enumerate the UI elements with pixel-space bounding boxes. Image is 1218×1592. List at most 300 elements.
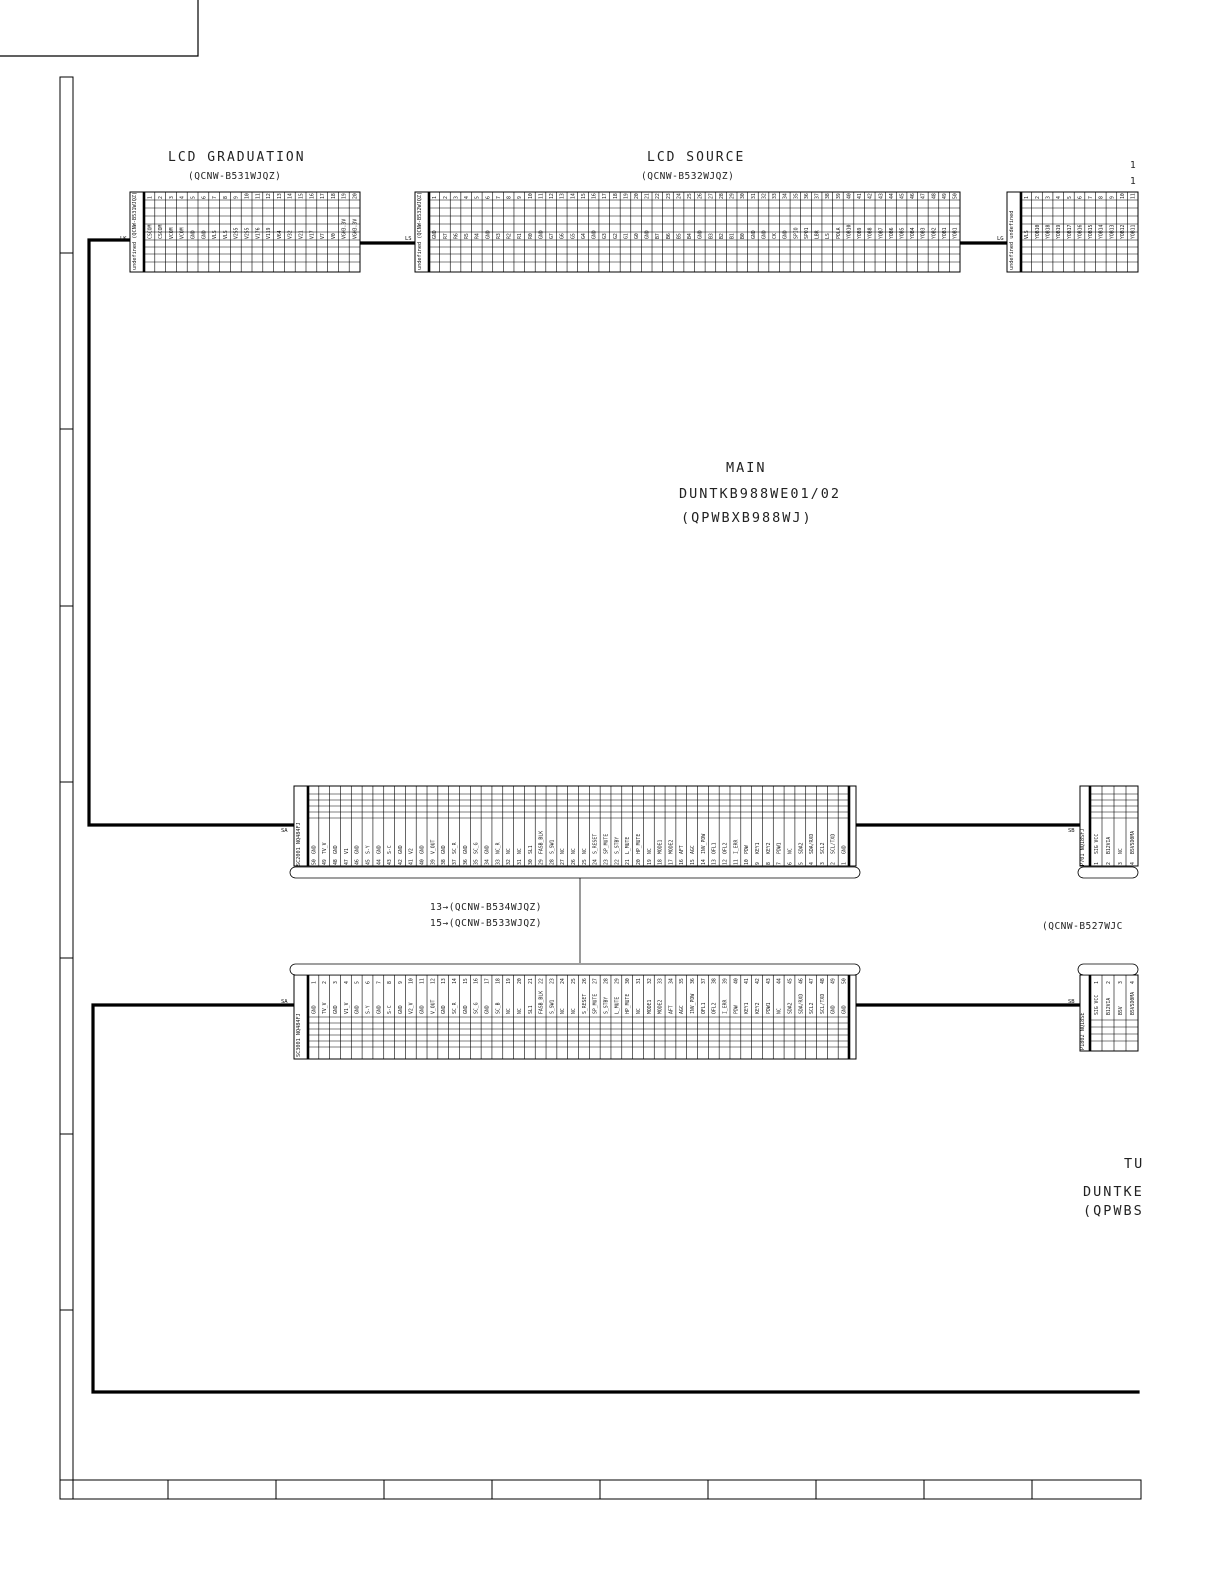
pin-number: 49 — [323, 859, 329, 865]
pin-name: R0 — [528, 233, 534, 239]
pin-name: MODE2 — [658, 999, 664, 1014]
pin-number: 6 — [366, 981, 372, 984]
pin-number: 14 — [288, 193, 294, 199]
pin-name: B2 — [719, 233, 725, 239]
p701-header: P701 NQ18SFJ — [1080, 828, 1087, 866]
pin-number: 47 — [810, 978, 816, 984]
pin-name: HP_MUTE — [626, 993, 632, 1014]
pin-name: TV_V — [323, 842, 329, 854]
pin-number: 20 — [635, 193, 641, 199]
pin-name: GND — [842, 845, 848, 854]
pin-name: SL1 — [528, 1005, 534, 1014]
pin-name: GND — [442, 1005, 448, 1014]
p701-housing — [1078, 867, 1138, 878]
pin-name: SCL/TXD — [831, 833, 837, 854]
pin-name: B5V — [1119, 1006, 1125, 1015]
pin-name: GND — [420, 845, 426, 854]
pin-number: 20 — [636, 859, 642, 865]
pin-number: 7 — [496, 196, 502, 199]
pin-number: 9 — [234, 196, 240, 199]
pin-number: 23 — [550, 978, 556, 984]
pin-number: 32 — [762, 193, 768, 199]
pin-number: 16 — [310, 193, 316, 199]
pin-number: 2 — [1107, 862, 1113, 865]
pin-number: 2 — [323, 981, 329, 984]
pin-number: 1 — [842, 862, 848, 865]
pin-name: SCL2 — [810, 1002, 816, 1014]
pin-name: GND — [398, 1005, 404, 1014]
pin-number: 27 — [593, 978, 599, 984]
pin-name: GND — [463, 1005, 469, 1014]
pin-number: 5 — [799, 862, 805, 865]
pin-name: NC — [507, 848, 513, 854]
pin-name: INV_PDW — [701, 833, 707, 854]
pin-name: NC — [1119, 848, 1125, 854]
pin-name: G0 — [635, 233, 641, 239]
pin-number: 11 — [539, 193, 545, 199]
pin-number: 35 — [794, 193, 800, 199]
pin-name: SDA2 — [799, 842, 805, 854]
pin-name: S-Y — [366, 1005, 372, 1014]
pin-name: G4 — [581, 233, 587, 239]
pin-number: 10 — [528, 193, 534, 199]
pin-number: 2 — [443, 196, 449, 199]
lcd-graduation-title: LCD GRADUATION — [168, 150, 306, 165]
pin-name: G3 — [603, 233, 609, 239]
pin-number: 13 — [442, 978, 448, 984]
pin-number: 2 — [831, 862, 837, 865]
pin-name: S_RESET — [593, 833, 599, 854]
pin-name: MODE2 — [669, 839, 675, 854]
lcd-source-title: LCD SOURCE — [647, 150, 746, 165]
pin-name: SC_R — [453, 842, 459, 854]
pin-name: B1 — [730, 233, 736, 239]
pin-number: 5 — [1067, 196, 1073, 199]
pin-name: SC_G — [474, 842, 480, 854]
pin-name: GND — [592, 230, 598, 239]
pin-name: YOB1 — [942, 227, 948, 239]
pin-number: 18 — [658, 859, 664, 865]
pin-number: 10 — [245, 193, 251, 199]
pin-name: L_MUTE — [615, 996, 621, 1014]
pin-number: 8 — [223, 196, 229, 199]
pin-name: SCL/TXD — [820, 993, 826, 1014]
pin-name: V_OUT — [431, 839, 437, 854]
pin-name: HP_MUTE — [636, 833, 642, 854]
pin-name: R7 — [443, 233, 449, 239]
main-board-name: MAIN — [726, 460, 767, 476]
pin-number: 8 — [388, 981, 394, 984]
pin-number: 30 — [528, 859, 534, 865]
pin-name: NC — [777, 1008, 783, 1014]
lcd-third-header: undefined undefined — [1008, 210, 1015, 270]
pin-name: V2 — [409, 848, 415, 854]
pin-number: 38 — [826, 193, 832, 199]
pin-number: 34 — [485, 859, 491, 865]
pin-number: 34 — [783, 193, 789, 199]
pin-name: GND — [377, 845, 383, 854]
pin-name: YOB12 — [1120, 224, 1126, 239]
pin-number: 37 — [701, 978, 707, 984]
pin-name: MODE1 — [658, 839, 664, 854]
pin-name: S-C — [388, 845, 394, 854]
pin-name: GND — [333, 1005, 339, 1014]
pin-number: 23 — [604, 859, 610, 865]
pin-name: V32 — [288, 230, 294, 239]
pin-number: 30 — [626, 978, 632, 984]
pin-number: 43 — [766, 978, 772, 984]
pin-number: 24 — [561, 978, 567, 984]
pin-number: 46 — [355, 859, 361, 865]
pin-name: V2_V — [409, 1002, 415, 1014]
pin-number: 8 — [1099, 196, 1105, 199]
pin-number: 13 — [277, 193, 283, 199]
pin-number: 9 — [755, 862, 761, 865]
pin-number: 13 — [712, 859, 718, 865]
pin-name: VCOM — [180, 227, 186, 239]
pin-number: 25 — [572, 978, 578, 984]
pin-number: 3 — [820, 862, 826, 865]
pin-name: YOB2 — [932, 227, 938, 239]
pin-number: 14 — [571, 193, 577, 199]
pin-number: 50 — [953, 193, 959, 199]
pin-name: GND — [645, 230, 651, 239]
pin-name: S_STBY — [615, 836, 621, 854]
pin-number: 10 — [745, 859, 751, 865]
pin-number: 42 — [398, 859, 404, 865]
pin-number: 44 — [889, 193, 895, 199]
pin-number: 48 — [820, 978, 826, 984]
pin-number: 25 — [688, 193, 694, 199]
pin-name: YOB19 — [1057, 224, 1063, 239]
pin-number: 21 — [528, 978, 534, 984]
pin-name: B7 — [656, 233, 662, 239]
tu-board-part: (QPWBS — [1083, 1203, 1144, 1219]
pin-number: 44 — [377, 859, 383, 865]
p1802-housing — [1078, 964, 1138, 975]
pin-number: 22 — [615, 859, 621, 865]
pin-number: 23 — [666, 193, 672, 199]
tu-board-model: DUNTKE — [1083, 1184, 1144, 1200]
pin-name: AGC — [680, 1005, 686, 1014]
lcd-third-title-1: 1 — [1130, 160, 1137, 171]
pin-name: V255 — [245, 227, 251, 239]
pin-number: 47 — [921, 193, 927, 199]
pin-number: 40 — [420, 859, 426, 865]
pin-number: 46 — [911, 193, 917, 199]
connector-lcd-graduation — [120, 192, 360, 272]
pin-number: 24 — [593, 859, 599, 865]
connector-p1802 — [1068, 964, 1138, 1051]
pin-name: FASB_BLK — [539, 990, 545, 1014]
pin-number: 3 — [1046, 196, 1052, 199]
pin-number: 42 — [755, 978, 761, 984]
pin-number: 1 — [312, 981, 318, 984]
p1802-wire-tag: SB — [1068, 999, 1075, 1005]
pin-number: 9 — [1110, 196, 1116, 199]
connector-lcd-source — [405, 192, 960, 272]
pin-name: YOB11 — [1131, 224, 1137, 239]
pin-name: AFT — [680, 845, 686, 854]
pin-number: 4 — [1131, 862, 1137, 865]
pin-number: 14 — [453, 978, 459, 984]
pin-number: 9 — [398, 981, 404, 984]
pin-name: YOB18 — [1046, 224, 1052, 239]
pin-number: 17 — [485, 978, 491, 984]
pin-number: 17 — [669, 859, 675, 865]
pin-number: 1 — [1095, 862, 1101, 865]
pin-name: NC — [647, 848, 653, 854]
pin-name: GND — [355, 1005, 361, 1014]
pin-name: GND — [842, 1005, 848, 1014]
pin-name: G5 — [571, 233, 577, 239]
pin-number: 5 — [475, 196, 481, 199]
pin-number: 38 — [712, 978, 718, 984]
pin-name: V176 — [256, 227, 262, 239]
pin-name: SP_MUTE — [593, 993, 599, 1014]
pin-number: 39 — [431, 859, 437, 865]
pin-number: 39 — [723, 978, 729, 984]
pin-name: R1 — [518, 233, 524, 239]
pin-number: 40 — [734, 978, 740, 984]
pin-number: 29 — [730, 193, 736, 199]
pin-number: 39 — [836, 193, 842, 199]
lcd-source-wire-tag: LS — [405, 236, 412, 242]
lcd-graduation-part: (QCNW-B531WJQZ) — [188, 171, 282, 182]
pin-name: GND — [485, 1005, 491, 1014]
pin-name: NC_R — [496, 842, 502, 854]
pin-number: 48 — [333, 859, 339, 865]
pin-name: KEY1 — [745, 1002, 751, 1014]
pin-number: 32 — [647, 978, 653, 984]
pin-name: V0 — [331, 233, 337, 239]
pin-name: GND — [191, 230, 197, 239]
pin-number: 4 — [1131, 981, 1137, 984]
lcd-third-title-2: 1 — [1130, 176, 1137, 187]
pin-name: YOB6 — [889, 227, 895, 239]
pin-name: GND — [539, 230, 545, 239]
pin-number: 3 — [1119, 862, 1125, 865]
connector-sc2001 — [281, 786, 860, 878]
pin-number: 29 — [615, 978, 621, 984]
pin-number: 10 — [1120, 193, 1126, 199]
pin-name: V64 — [277, 230, 283, 239]
pin-name: GND — [442, 845, 448, 854]
frame-ruler-bottom — [60, 1480, 1141, 1499]
pin-name: V1 — [344, 848, 350, 854]
pin-name: YOB16 — [1078, 224, 1084, 239]
pin-name: INV_PDW — [691, 993, 697, 1014]
lcd-graduation-header: undefined (QCNW-B531WJQZ) — [131, 191, 138, 270]
pin-name: SPO1 — [804, 227, 810, 239]
pin-name: YOB10 — [847, 224, 853, 239]
pin-name: GND — [463, 845, 469, 854]
pin-number: 15 — [299, 193, 305, 199]
pin-name: R2 — [507, 233, 513, 239]
pin-name: GND — [355, 845, 361, 854]
pin-number: 41 — [409, 859, 415, 865]
pin-name: GND — [202, 230, 208, 239]
pin-name: AGC — [691, 845, 697, 854]
pin-number: 49 — [942, 193, 948, 199]
pin-name: G1 — [624, 233, 630, 239]
lcd-third-wire-tag: LG — [997, 236, 1004, 242]
pin-number: 21 — [626, 859, 632, 865]
pin-number: 41 — [745, 978, 751, 984]
pin-name: KEY1 — [755, 842, 761, 854]
pin-name: SIG VCC — [1095, 994, 1101, 1015]
pin-number: 46 — [799, 978, 805, 984]
tu-board-name: TU — [1124, 1156, 1145, 1172]
pin-name: CK — [773, 233, 779, 239]
main-board-model: DUNTKB988WE01/02 — [679, 486, 842, 502]
pin-name: V119 — [267, 227, 273, 239]
pin-number: 19 — [624, 193, 630, 199]
pin-number: 3 — [1119, 981, 1125, 984]
pin-name: SDA2 — [788, 1002, 794, 1014]
pin-name: S_STBY — [604, 996, 610, 1014]
pin-number: 43 — [879, 193, 885, 199]
pin-name: PDW — [734, 1005, 740, 1014]
pin-name: GND — [420, 1005, 426, 1014]
pin-name: YOB4 — [911, 227, 917, 239]
p1802-header: P1802 NQ18SE — [1080, 1012, 1087, 1050]
pin-number: 30 — [741, 193, 747, 199]
pin-name: GND — [377, 1005, 383, 1014]
pin-name: V255 — [234, 227, 240, 239]
pin-number: 37 — [453, 859, 459, 865]
pin-number: 35 — [680, 978, 686, 984]
pin-number: 24 — [677, 193, 683, 199]
pin-number: 28 — [719, 193, 725, 199]
sc3001-header: SC3001 NQ484FJ — [295, 1013, 302, 1057]
pin-number: 28 — [604, 978, 610, 984]
pin-number: 4 — [810, 862, 816, 865]
pin-number: 8 — [766, 862, 772, 865]
pin-name: B4 — [688, 233, 694, 239]
pin-number: 27 — [561, 859, 567, 865]
pin-number: 31 — [517, 859, 523, 865]
pin-name: S-Y — [366, 845, 372, 854]
pin-number: 18 — [613, 193, 619, 199]
lcd-graduation-wire-tag: LK — [120, 236, 127, 242]
pin-number: 6 — [788, 862, 794, 865]
pin-number: 45 — [900, 193, 906, 199]
pin-name: I_ERR — [734, 839, 740, 854]
pin-number: 47 — [344, 859, 350, 865]
pin-number: 22 — [656, 193, 662, 199]
pin-number: 28 — [550, 859, 556, 865]
pin-number: 12 — [267, 193, 273, 199]
pin-name: B12VIA — [1107, 836, 1113, 854]
pin-name: YOB10 — [1035, 224, 1041, 239]
pin-name: NC — [517, 848, 523, 854]
pin-number: 1 — [148, 196, 154, 199]
pin-name: TV_V — [323, 1002, 329, 1014]
pin-number: 11 — [1131, 193, 1137, 199]
pin-number: 18 — [331, 193, 337, 199]
pin-number: 12 — [723, 859, 729, 865]
pin-name: R5 — [465, 233, 471, 239]
pin-name: S_RESET — [582, 993, 588, 1014]
connector-lcd-third — [997, 192, 1138, 272]
pin-number: 4 — [180, 196, 186, 199]
pin-number: 49 — [831, 978, 837, 984]
pin-number: 14 — [701, 859, 707, 865]
pin-name: VCOM — [169, 227, 175, 239]
pin-number: 5 — [191, 196, 197, 199]
pin-number: 20 — [517, 978, 523, 984]
pin-number: 8 — [507, 196, 513, 199]
pin-name: NC — [582, 848, 588, 854]
pin-name: KEY2 — [766, 842, 772, 854]
pin-number: 18 — [496, 978, 502, 984]
pin-number: 50 — [312, 859, 318, 865]
pin-number: 22 — [539, 978, 545, 984]
pin-name: YOB5 — [900, 227, 906, 239]
pin-number: 6 — [1078, 196, 1084, 199]
pin-name: YOB7 — [879, 227, 885, 239]
pin-name: YOB13 — [1110, 224, 1116, 239]
pin-name: B0 — [741, 233, 747, 239]
lcd-source-part: (QCNW-B532WJQZ) — [641, 171, 735, 182]
pin-name: FASB_BLK — [539, 830, 545, 854]
pin-name: S_SW1 — [550, 839, 556, 854]
pin-name: OFL1 — [712, 842, 718, 854]
pin-name: NC — [788, 848, 794, 854]
pin-number: 29 — [539, 859, 545, 865]
pin-number: 16 — [474, 978, 480, 984]
pin-name: GND — [762, 230, 768, 239]
pin-number: 15 — [463, 978, 469, 984]
pin-number: 10 — [409, 978, 415, 984]
sc2001-header: SC2001 NQ484FJ — [295, 822, 302, 866]
pin-number: 21 — [645, 193, 651, 199]
pin-name: YOB3 — [921, 227, 927, 239]
pin-number: 4 — [465, 196, 471, 199]
pin-number: 13 — [560, 193, 566, 199]
pin-number: 33 — [773, 193, 779, 199]
cable-right-part: (QCNW-B527WJC — [1042, 921, 1123, 932]
pin-name: S-C — [388, 1005, 394, 1014]
p701-wire-tag: SB — [1068, 828, 1075, 834]
pin-name: NC — [636, 1008, 642, 1014]
pin-name: V21 — [299, 230, 305, 239]
pin-name: L_MUTE — [626, 836, 632, 854]
pin-name: NC — [561, 848, 567, 854]
pin-number: 48 — [932, 193, 938, 199]
pin-name: LBR — [815, 230, 821, 239]
pin-name: V7 — [321, 233, 327, 239]
pin-number: 7 — [1089, 196, 1095, 199]
pin-name: SL1 — [528, 845, 534, 854]
pin-name: YOB8 — [868, 227, 874, 239]
pin-number: 40 — [847, 193, 853, 199]
pin-number: 45 — [366, 859, 372, 865]
pin-number: 32 — [507, 859, 513, 865]
pin-name: SC_G — [474, 1002, 480, 1014]
pin-number: 6 — [486, 196, 492, 199]
pin-number: 45 — [788, 978, 794, 984]
pin-name: GND — [312, 1005, 318, 1014]
pin-number: 2 — [1107, 981, 1113, 984]
pin-name: GND — [433, 230, 439, 239]
pin-number: 9 — [518, 196, 524, 199]
pin-number: 50 — [842, 978, 848, 984]
corner-block — [0, 0, 198, 56]
pin-name: VLS — [223, 230, 229, 239]
pin-name: GND — [486, 230, 492, 239]
